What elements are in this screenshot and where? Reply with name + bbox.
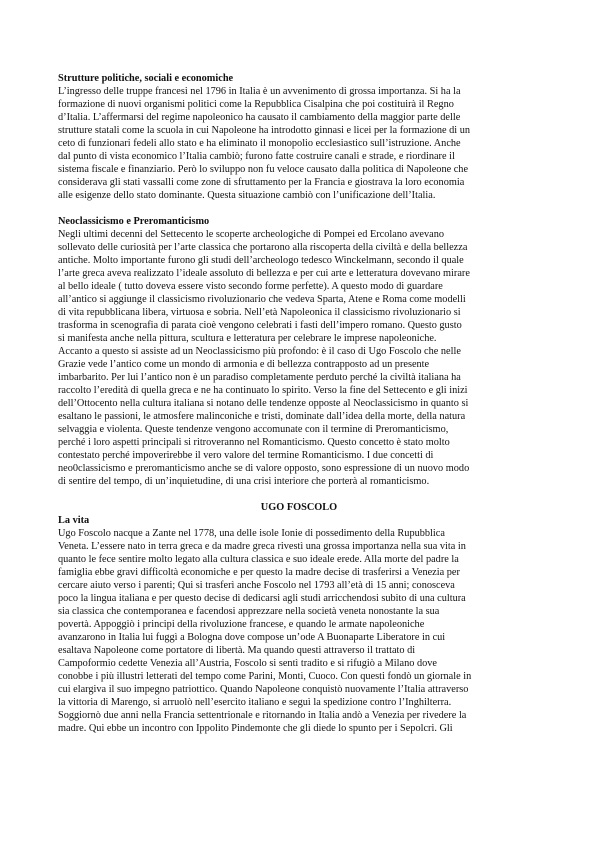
chapter-paragraph: Ugo Foscolo nacque a Zante nel 1778, una delle isole Ionie di possedimento della Rupubblica Veneta. L’essere nato in terra greca e da madre greca rivestì una grossa importanza nella sua vita in quanto le fece sentire molto legato alla cultura classica e suo ideale erede. Alla morte del padre la famiglia ebbe gravi difficoltà economiche e per questo la madre decise di trasferirsi a Venezia per cercare aiuto verso i parenti; Qui si trasferì anche Foscolo nel 1793 all’età di 15 anni; conosceva poco la lingua italiana e per questo decise di dedicarsi agli studi arricchendosi subito di una cultura sia classica che contemporanea e facendosi apprezzare nella società veneta nonostante la sua povertà. Appoggiò i principi della rivoluzione francese, e quando le armate napoleoniche avanzarono in Italia lui fuggì a Bologna dove compose un’ode A Buonaparte Liberatore in cui esaltava Napoleone come portatore di libertà. Ma quando questi attraverso il trattato di Campoformio cedette Venezia all’Austria, Foscolo si sentì tradito e si rifugiò a Milano dove conobbe i più illustri letterati del tempo come Parini, Monti, Cuoco. Con questi fondò un giornale in cui elargiva il suo impegno patriottico. Quando Napoleone conquistò nuovamente l’Italia attraverso la vittoria di Marengo, si arruolò nell’esercito italiano e seguì la spedizione contro l’Inghilterra. Soggiornò due anni nella Francia settentrionale e ritornando in Italia andò a Venezia per rivedere la madre. Qui ebbe un incontro con Ippolito Pindemonte che gli diede lo spunto per i Sepolcri. Gli	[58, 528, 472, 734]
section-paragraph: Negli ultimi decenni del Settecento le scoperte archeologiche di Pompei ed Ercolano avevano sollevato delle curiosità per l’arte classica che portarono alla riscoperta della civiltà e della bellezza antiche. Molto importante furono gli studi dell’archeologo tedesco Winckelmann, secondo il quale l’arte greca aveva realizzato l’ideale assoluto di bellezza e per cui arte e letteratura dovevano mirare al bello ideale ( tutto doveva essere visto secondo forme perfette). A questo modo di guardare all’antico si aggiunge il classicismo rivoluzionario che vedeva Sparta, Atene e Roma come modelli di vita repubblicana libera, virtuosa e sobria. Nell’età Napoleonica il classicismo rivoluzionario si trasforma in scenografia di parata cioè vengono celebrati i fasti dell’impero romano. Questo gusto si manifesta anche nella pittura, scultura e letteratura per celebrare le imprese napoleoniche. Accanto a questo si assiste ad un Neoclassicismo più profondo: è il caso di Ugo Foscolo che nelle Grazie vede l’antico come un mondo di armonia e di bellezza contrapposto ad un presente imbarbarito. Per lui l’antico non è un paradiso completamente perduto perché la civiltà italiana ha raccolto l’eredità di quella greca e ne ha continuato lo spirito. Verso la fine del Settecento e gli inizi dell’Ottocento nella cultura italiana si notano delle tendenze opposte al Neoclassicismo in quanto si esaltano le passioni, le atmosfere malinconiche e tristi, dominate dall’idea della morte, della natura selvaggia e violenta. Queste tendenze vengono accomunate con il termine di Preromanticismo, perché i loro aspetti principali si ritroveranno nel Romanticismo. Questo concetto è stato molto contestato perché impoverirebbe il vero valore del termine Romanticismo. I due concetti di neo0classicismo e preromanticismo anche se di valore opposto, sono espressione di un nuovo modo di sentire del tempo, di un’inquietudine, di una crisi interiore che porterà al romanticismo.	[58, 229, 470, 487]
section-strutture	[58, 72, 540, 202]
section-neoclassicismo	[58, 215, 540, 488]
chapter-foscolo	[58, 501, 540, 735]
section-paragraph: L’ingresso delle truppe francesi nel 1796 in Italia è un avvenimento di grossa importanza. Si ha la formazione di nuovi organismi politici come la Repubblica Cisalpina che poi costituirà il Regno d’Italia. L’affermarsi del regime napoleonico ha causato il cambiamento della maggior parte delle strutture statali come la scuola in cui Napoleone ha introdotto ginnasi e licei per la formazione di un ceto di funzionari fedeli allo stato e ha eliminato il monopolio ecclesiastico sull’istruzione. Anche dal punto di vista economico l’Italia cambiò; furono fatte costruire canali e strade, e riordinare il sistema fiscale e finanziario. Però lo sviluppo non fu veloce causato dalla politica di Napoleone che considerava gli stati vassalli come zone di sfruttamento per la Francia e giostrava la loro economia alle esigenze dello stato dominante. Questa situazione cambiò con l’unificazione dell’Italia.	[58, 86, 471, 201]
chapter-title: UGO FOSCOLO	[260, 502, 338, 513]
section-title: Strutture politiche, sociali e economiche	[58, 73, 234, 84]
chapter-subtitle: La vita	[58, 515, 90, 526]
section-title: Neoclassicismo e Preromanticismo	[58, 216, 210, 227]
